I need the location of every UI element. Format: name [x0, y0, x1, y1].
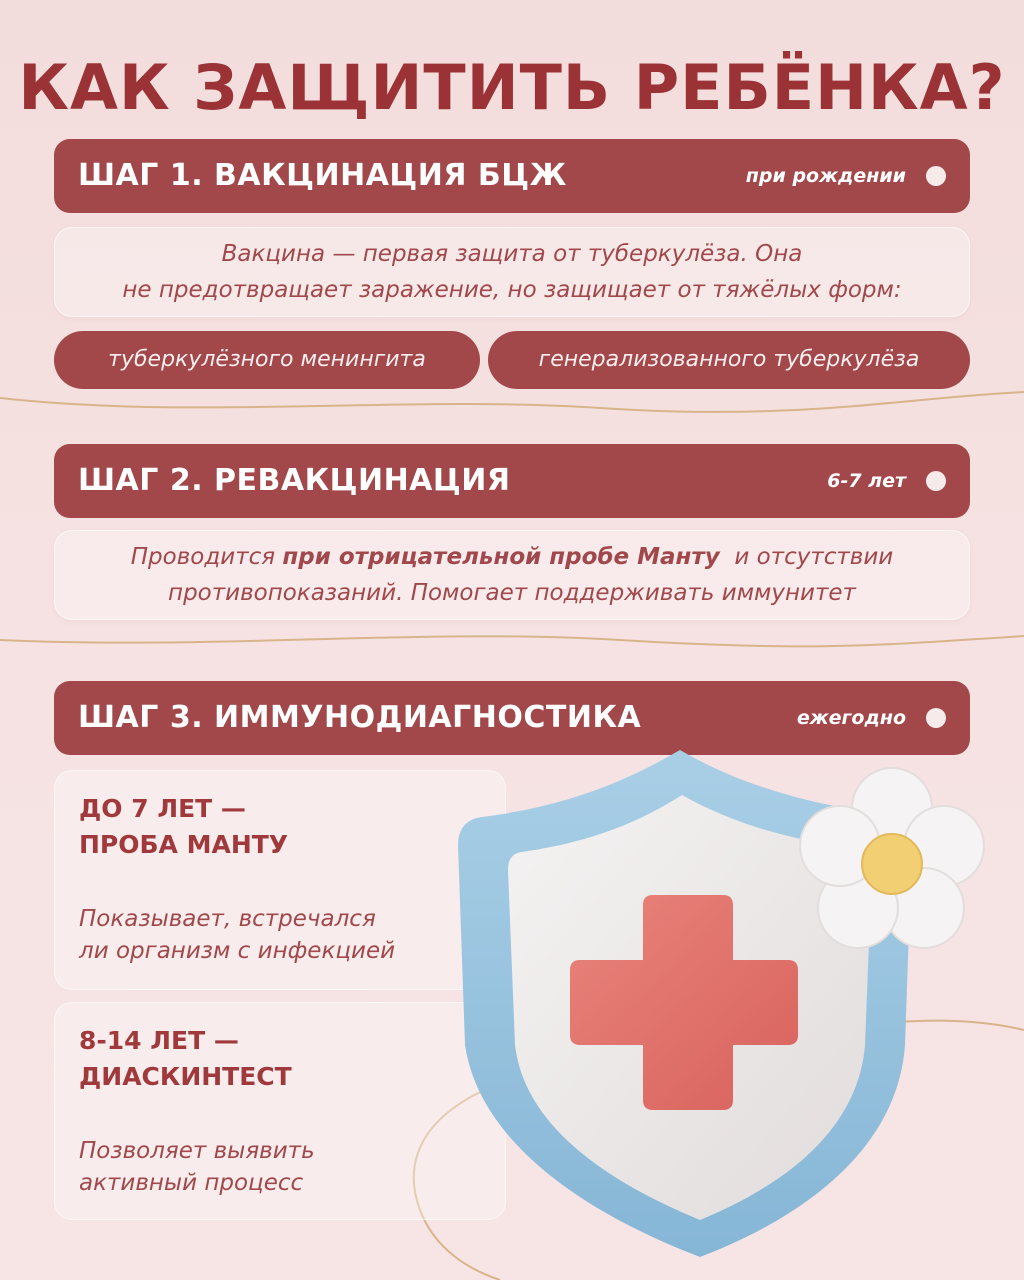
step1-header — [54, 139, 970, 213]
diaskintest-heading-line2: ДИАСКИНТЕСТ — [79, 1062, 292, 1091]
step1-form-pill-2: генерализованного туберкулёза — [488, 331, 970, 389]
step2-description-line2: противопоказаний. Помогает поддерживать иммунитет — [168, 580, 856, 606]
step3-header — [54, 681, 970, 755]
mantoux-heading-line1: ДО 7 ЛЕТ — — [79, 794, 246, 823]
step1-description-line1: Вакцина — первая защита от туберкулёза. Она — [221, 241, 803, 267]
page-title: КАК ЗАЩИТИТЬ РЕБЁНКА? — [18, 51, 1006, 124]
step3-dot-icon — [926, 708, 946, 728]
step2-description-bold: при отрицательной пробе Манту — [282, 544, 720, 570]
step2-dot-icon — [926, 471, 946, 491]
diaskintest-text-line2: активный процесс — [79, 1170, 304, 1196]
step2-description-pre: Проводится — [130, 544, 283, 570]
step3-when: ежегодно — [796, 707, 906, 729]
mantoux-text-line1: Показывает, встречался — [79, 906, 376, 932]
step2-description-card — [54, 530, 970, 620]
mantoux-text-line2: ли организм с инфекцией — [79, 938, 396, 964]
step2-description-line1 — [55, 539, 969, 575]
step1-description-line2: не предотвращает заражение, но защищает от тяжёлых форм: — [122, 277, 902, 303]
step3-title: ШАГ 3. ИММУНОДИАГНОСТИКА — [78, 700, 642, 735]
step2-description-post: и отсутствии — [719, 544, 894, 570]
step2-title: ШАГ 2. РЕВАКЦИНАЦИЯ — [78, 463, 511, 498]
step1-description-card — [54, 227, 970, 317]
step1-when: при рождении — [745, 165, 906, 187]
step2-when: 6-7 лет — [827, 470, 906, 492]
diaskintest-heading-line1: 8-14 ЛЕТ — — [79, 1026, 239, 1055]
step1-dot-icon — [926, 166, 946, 186]
medical-shield-with-flower-icon — [450, 745, 1010, 1265]
diaskintest-card — [54, 1002, 506, 1220]
step1-title: ШАГ 1. ВАКЦИНАЦИЯ БЦЖ — [78, 158, 567, 193]
step2-header — [54, 444, 970, 518]
step1-form-pill-1: туберкулёзного менингита — [54, 331, 480, 389]
mantoux-heading-line2: ПРОБА МАНТУ — [79, 830, 289, 859]
diaskintest-text-line1: Позволяет выявить — [79, 1138, 315, 1164]
mantoux-test-card — [54, 770, 506, 990]
